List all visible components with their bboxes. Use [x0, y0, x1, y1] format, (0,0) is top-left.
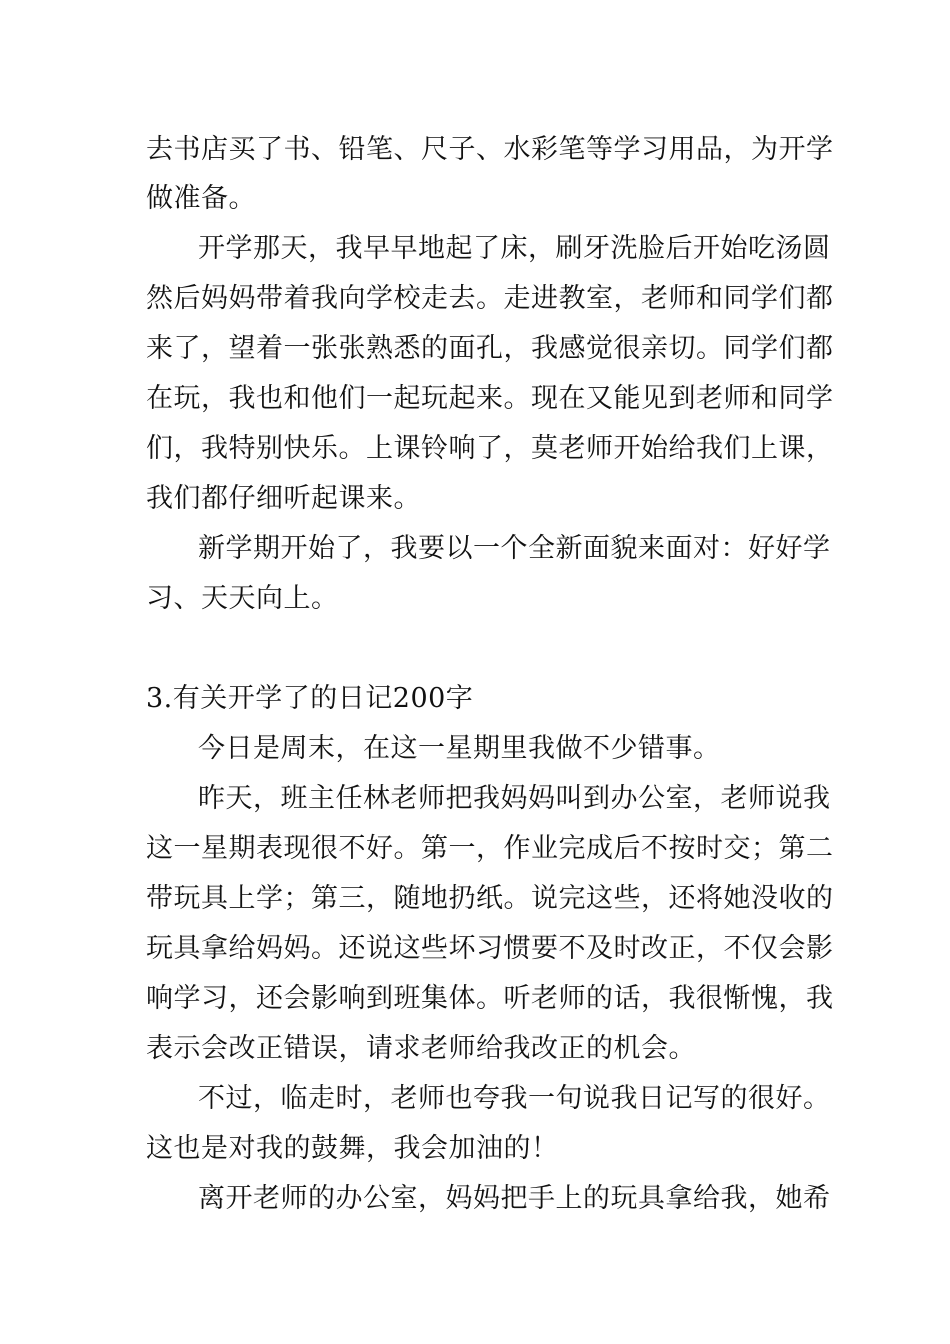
- text-line: 去书店买了书、铅笔、尺子、水彩笔等学习用品，为开学: [146, 134, 834, 165]
- section-heading: 3.有关开学了的日记200字: [146, 683, 474, 714]
- text-line: 表示会改正错误，请求老师给我改正的机会。: [146, 1033, 696, 1064]
- text-line: 我们都仔细听起课来。: [146, 483, 421, 514]
- text-line: 们，我特别快乐。上课铃响了，莫老师开始给我们上课，: [146, 433, 834, 464]
- text-line: 离开老师的办公室，妈妈把手上的玩具拿给我，她希: [198, 1183, 831, 1214]
- text-line: 今日是周末，在这一星期里我做不少错事。: [198, 733, 721, 764]
- text-line: 玩具拿给妈妈。还说这些坏习惯要不及时改正，不仅会影: [146, 933, 834, 964]
- text-line: 在玩，我也和他们一起玩起来。现在又能见到老师和同学: [146, 383, 834, 414]
- text-line: 响学习，还会影响到班集体。听老师的话，我很惭愧，我: [146, 983, 834, 1014]
- text-line: 带玩具上学；第三，随地扔纸。说完这些，还将她没收的: [146, 883, 834, 914]
- text-line: 开学那天，我早早地起了床，刷牙洗脸后开始吃汤圆: [198, 233, 831, 264]
- text-line: 做准备。: [146, 183, 256, 214]
- text-line: 这也是对我的鼓舞，我会加油的！: [146, 1133, 559, 1164]
- text-line: 昨天，班主任林老师把我妈妈叫到办公室，老师说我: [198, 783, 831, 814]
- text-line: 新学期开始了，我要以一个全新面貌来面对：好好学: [198, 533, 831, 564]
- text-line: 习、天天向上。: [146, 583, 339, 614]
- text-line: 然后妈妈带着我向学校走去。走进教室，老师和同学们都: [146, 283, 834, 314]
- text-line: 来了，望着一张张熟悉的面孔，我感觉很亲切。同学们都: [146, 333, 834, 364]
- text-line: 不过，临走时，老师也夸我一句说我日记写的很好。: [198, 1083, 831, 1114]
- text-line: 这一星期表现很不好。第一，作业完成后不按时交；第二: [146, 833, 834, 864]
